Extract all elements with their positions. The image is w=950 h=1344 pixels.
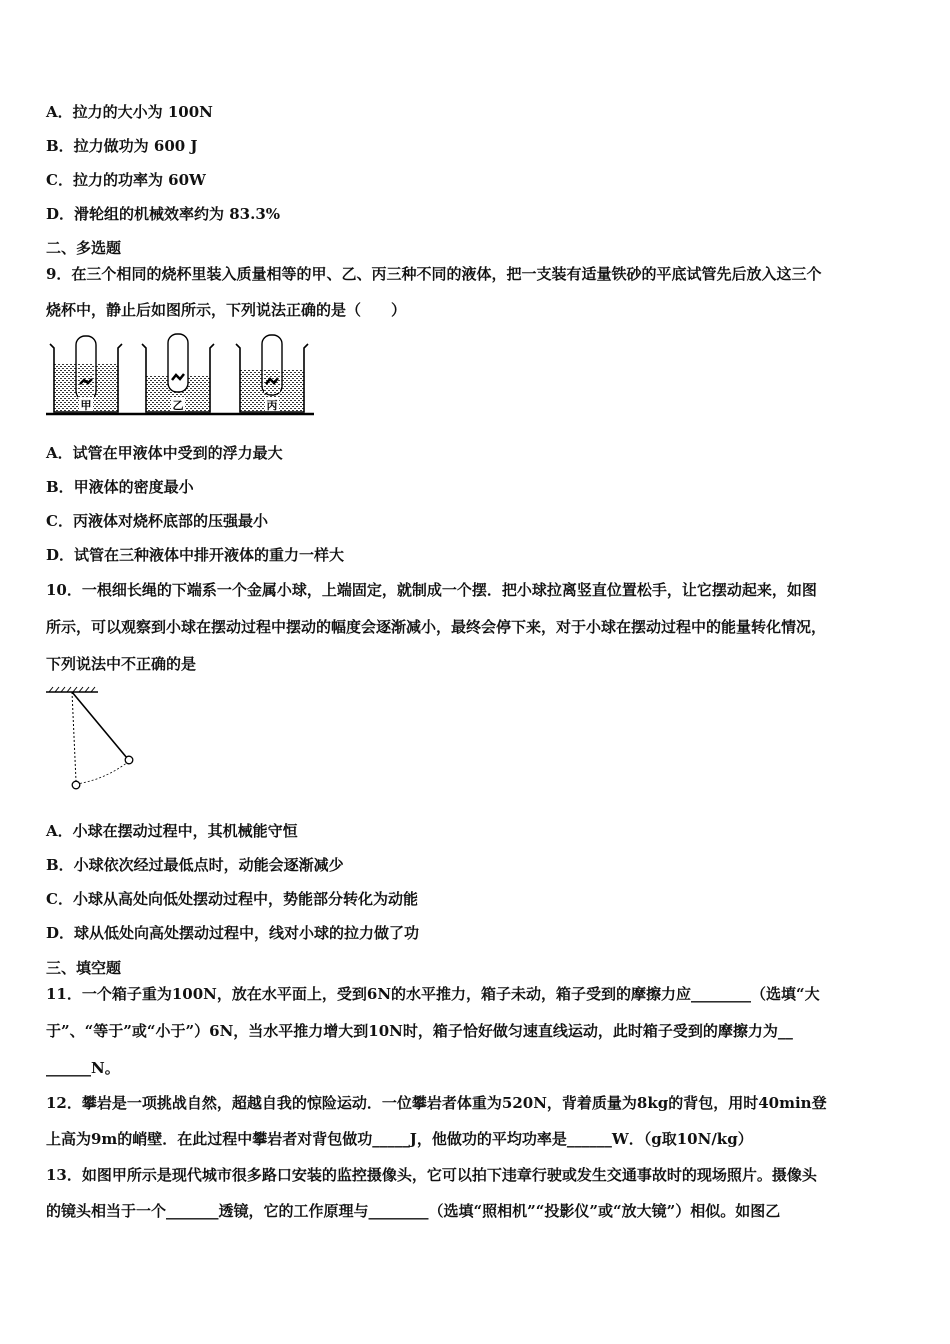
q13-line1: 13．如图甲所示是现代城市很多路口安装的监控摄像头，它可以拍下违章行驶或发生交通事故时的现场照片。摄像头 (46, 1166, 817, 1184)
q8-option-a: A．拉力的大小为 100N (46, 103, 213, 121)
ball-raised (125, 756, 133, 764)
label-jia: 甲 (80, 399, 92, 412)
q9-option-a: A．试管在甲液体中受到的浮力最大 (46, 444, 283, 462)
q10-stem-line3: 下列说法中不正确的是 (46, 655, 197, 673)
q11-line1: 11．一个箱子重为100N，放在水平面上，受到6N的水平推力，箱子未动，箱子受到的摩擦力应________（选填“大 (46, 985, 820, 1003)
q10-option-a: A．小球在摆动过程中，其机械能守恒 (46, 822, 298, 840)
ball-lowest (72, 781, 80, 789)
q10-option-d: D．球从低处向高处摆动过程中，线对小球的拉力做了功 (46, 924, 420, 942)
q8-option-c: C．拉力的功率为 60W (46, 171, 206, 189)
q10-stem-line1: 10．一根细长绳的下端系一个金属小球，上端固定，就制成一个摆．把小球拉离竖直位置松手，让它摆动起来，如图 (46, 581, 817, 599)
q10-option-b: B．小球依次经过最低点时，动能会逐渐减少 (46, 856, 344, 874)
label-bing: 丙 (266, 399, 278, 412)
pendulum-figure (44, 684, 144, 794)
q9-stem-line2: 烧杯中，静止后如图所示，下列说法正确的是（ ） (46, 301, 407, 319)
beakers-figure (44, 330, 316, 420)
q8-option-d: D．滑轮组的机械效率约为 83.3% (46, 205, 281, 223)
section-title-multiple-choice: 二、多选题 (46, 239, 122, 257)
q11-line2: 于”、“等于”或“小于”）6N，当水平推力增大到10N时，箱子恰好做匀速直线运动，此时箱子受到的摩擦力为__ (46, 1022, 793, 1040)
q9-stem-line1: 9．在三个相同的烧杯里装入质量相等的甲、乙、丙三种不同的液体，把一支装有适量铁砂的平底试管先后放入这三个 (46, 265, 822, 283)
q8-option-b: B．拉力做功为 600 J (46, 137, 198, 155)
q9-option-b: B．甲液体的密度最小 (46, 478, 194, 496)
q9-option-d: D．试管在三种液体中排开液体的重力一样大 (46, 546, 345, 564)
section-title-fill-blank: 三、填空题 (46, 959, 122, 977)
q12-line1: 12．攀岩是一项挑战自然，超越自我的惊险运动．一位攀岩者体重为520N，背着质量为8kg的背包，用时40min登 (46, 1094, 827, 1112)
label-yi: 乙 (172, 399, 184, 412)
q10-stem-line2: 所示，可以观察到小球在摆动过程中摆动的幅度会逐渐减小，最终会停下来，对于小球在摆动过程中的能量转化情况， (46, 618, 827, 636)
q10-option-c: C．小球从高处向低处摆动过程中，势能部分转化为动能 (46, 890, 418, 908)
q13-line2: 的镜头相当于一个_______透镜，它的工作原理与________（选填“照相机”“投影仪”或“放大镜”）相似。如图乙 (46, 1202, 781, 1220)
q11-line3: ______N。 (46, 1059, 120, 1077)
q12-line2: 上高为9m的峭壁．在此过程中攀岩者对背包做功_____J，他做功的平均功率是______W．（g取10N/kg） (46, 1130, 753, 1148)
q9-option-c: C．丙液体对烧杯底部的压强最小 (46, 512, 268, 530)
